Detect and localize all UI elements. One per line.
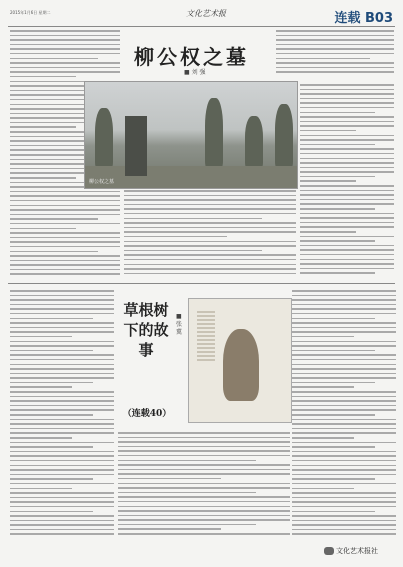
text-line [292,318,375,320]
text-line [292,299,396,301]
text-line [118,437,290,439]
text-line [10,290,114,292]
text-line [292,308,396,310]
text-line [300,185,394,187]
text-line [300,102,394,104]
text-line [118,501,290,503]
text-line [124,195,296,197]
text-line [10,237,120,239]
text-line [124,204,296,206]
text-line [292,446,375,448]
text-line [118,496,290,498]
text-line [292,341,396,343]
article2-series: （连载40） [122,409,172,419]
text-line [276,67,394,69]
text-line [300,240,375,242]
text-line [300,203,394,205]
text-line [292,492,396,494]
text-line [10,126,76,128]
text-line [118,483,290,485]
text-line [300,98,394,100]
text-line [10,451,114,453]
text-line [300,116,394,118]
text-line [118,487,290,489]
text-line [300,139,394,141]
text-line [300,272,375,274]
text-line [10,382,93,384]
text-line [292,419,396,421]
text-line [118,455,290,457]
text-line [118,515,290,517]
text-line [10,295,114,297]
text-line [10,62,120,64]
text-line [292,391,396,393]
text-line [10,414,93,416]
ink-painting [188,298,292,423]
text-line [292,501,396,503]
text-line [118,460,256,462]
text-line [10,359,114,361]
text-line [118,450,290,452]
text-line [292,295,396,297]
text-line [10,260,120,262]
text-line [124,241,296,243]
text-line [124,264,296,266]
text-line [300,249,394,251]
text-line [124,199,296,201]
page-header [8,4,395,27]
text-line [10,391,114,393]
text-line [292,497,396,499]
article1-column-right [300,84,394,280]
text-line [10,492,114,494]
text-line [118,510,290,512]
text-line [118,506,290,508]
text-line [300,176,375,178]
text-line [10,313,114,315]
text-line [10,322,114,324]
text-line [10,308,114,310]
text-line [292,451,396,453]
text-line [292,511,375,513]
article1-column-bottom-mid [124,190,296,280]
text-line [276,58,370,60]
text-line [292,313,396,315]
text-line [10,200,120,202]
text-line [10,241,120,243]
text-line [10,497,114,499]
text-line [292,423,396,425]
article1-title: 柳公权之墓 [134,45,249,69]
text-line [292,515,396,517]
text-line [10,506,114,508]
text-line [118,524,256,526]
text-line [10,299,114,301]
text-line [10,364,114,366]
text-line [300,268,394,270]
text-line [10,377,114,379]
text-line [10,177,76,179]
text-line [10,432,114,434]
text-line [292,364,396,366]
article1-byline: ■ 刘 强 [184,69,206,76]
text-line [10,442,114,444]
text-line [10,76,76,78]
text-line [300,208,375,210]
text-line [124,227,296,229]
text-line [10,524,114,526]
text-line [124,213,296,215]
text-line [10,396,114,398]
text-line [10,48,120,50]
text-line [10,336,72,338]
section-label: 连载 B03 [334,11,393,26]
text-line [124,190,296,192]
text-line [292,336,354,338]
text-line [10,205,120,207]
text-line [118,519,290,521]
text-line [118,446,290,448]
text-line [300,167,394,169]
text-line [10,437,72,439]
text-line [10,327,114,329]
text-line [292,432,396,434]
text-line [10,428,114,430]
text-line [124,236,227,238]
text-line [118,492,256,494]
text-line [300,93,394,95]
text-line [292,327,396,329]
text-line [276,62,394,64]
text-line [292,345,396,347]
text-line [276,48,394,50]
text-line [10,191,120,193]
text-line [276,44,394,46]
text-line [10,341,114,343]
text-line [118,533,290,535]
text-line [292,414,375,416]
text-line [300,148,394,150]
text-line [10,469,114,471]
text-line [10,529,114,531]
text-line [10,209,120,211]
text-line [300,107,394,109]
watermark [324,546,378,556]
text-line [10,478,93,480]
text-line [10,419,114,421]
text-line [300,130,356,132]
text-line [276,53,394,55]
text-line [292,304,396,306]
text-line [10,350,93,352]
text-line [300,245,394,247]
text-line [292,460,396,462]
text-line [10,304,114,306]
text-line [292,455,396,457]
text-line [124,245,296,247]
article2-column-bottom-mid [118,432,290,540]
text-line [300,144,375,146]
text-line [10,195,120,197]
article2-column-left [10,290,114,540]
text-line [300,226,394,228]
text-line [10,214,120,216]
text-line [10,44,120,46]
text-line [300,121,394,123]
text-line [10,318,93,320]
text-line [292,529,396,531]
text-line [292,354,396,356]
text-line [10,474,114,476]
text-line [300,125,394,127]
article2-byline: ■ 张冀 [176,313,183,336]
text-line [124,259,296,261]
text-line [292,400,396,402]
text-line [10,35,120,37]
text-line [300,89,394,91]
text-line [292,396,396,398]
text-line [300,199,394,201]
text-line [300,162,394,164]
text-line [10,386,72,388]
text-line [10,246,120,248]
text-line [300,194,394,196]
text-line [124,208,296,210]
text-line [10,232,120,234]
text-line [292,474,396,476]
text-line [10,273,120,275]
text-line [10,373,114,375]
text-line [118,464,290,466]
text-line [276,30,394,32]
text-line [300,236,394,238]
text-line [292,290,396,292]
text-line [292,368,396,370]
text-line [124,222,296,224]
text-line [10,368,114,370]
text-line [292,373,396,375]
wechat-icon [324,547,334,555]
text-line [10,400,114,402]
text-line [118,473,290,475]
text-line [292,533,396,535]
text-line [10,251,98,253]
text-line [292,350,375,352]
text-line [10,218,98,220]
text-line [10,515,114,517]
text-line [10,39,120,41]
text-line [10,223,120,225]
text-line [300,190,394,192]
text-line [10,460,114,462]
text-line [300,84,394,86]
text-line [292,386,354,388]
text-line [292,382,375,384]
masthead: 文化艺术报 [186,9,226,18]
text-line [292,442,396,444]
text-line [300,263,394,265]
text-line [292,331,396,333]
text-line [292,488,354,490]
text-line [300,180,356,182]
text-line [300,231,356,233]
text-line [124,250,262,252]
article1-column-right-top [276,30,394,80]
text-line [300,171,394,173]
text-line [300,213,394,215]
text-line [10,53,120,55]
text-line [292,428,396,430]
text-line [292,506,396,508]
text-line [10,58,98,60]
text-line [10,533,114,535]
photo-caption: 柳公权之墓 [89,179,115,185]
text-line [292,377,396,379]
text-line [10,255,120,257]
tomb-photo [84,81,298,189]
text-line [292,409,396,411]
text-line [10,345,114,347]
text-line [300,217,394,219]
text-line [300,259,394,261]
text-line [10,483,114,485]
text-line [292,483,396,485]
watermark-text: 文化艺术报社 [336,547,378,555]
text-line [10,511,93,513]
text-line [10,520,114,522]
text-line [124,218,262,220]
text-line [292,465,396,467]
text-line [292,469,396,471]
text-line [118,432,290,434]
text-line [118,528,221,530]
text-line [300,158,394,160]
text-line [124,231,296,233]
text-line [10,264,120,266]
text-line [10,228,76,230]
text-line [10,354,114,356]
text-line [124,268,296,270]
text-line [300,153,394,155]
text-line [124,254,296,256]
text-line [10,465,114,467]
header-date: 2015年1月6日 星期二 [10,10,51,15]
text-line [124,273,296,275]
text-line [292,359,396,361]
article2-column-right [292,290,396,540]
text-line [276,35,394,37]
text-line [10,409,114,411]
text-line [292,322,396,324]
text-line [292,524,396,526]
text-line [10,405,114,407]
text-line [10,30,120,32]
text-line [292,520,396,522]
text-line [10,423,114,425]
text-line [276,71,394,73]
text-line [10,71,120,73]
text-line [300,135,394,137]
text-line [118,441,290,443]
text-line [300,222,394,224]
article2-title: 草根树下的故事 [123,301,169,359]
text-line [300,112,375,114]
text-line [10,501,114,503]
text-line [10,67,120,69]
text-line [292,437,354,439]
text-line [10,331,114,333]
text-line [118,478,221,480]
text-line [10,488,72,490]
text-line [10,269,120,271]
text-line [10,446,93,448]
text-line [292,405,396,407]
text-line [118,469,290,471]
text-line [10,455,114,457]
text-line [300,254,394,256]
text-line [292,478,375,480]
text-line [276,39,394,41]
article-divider [8,283,395,284]
